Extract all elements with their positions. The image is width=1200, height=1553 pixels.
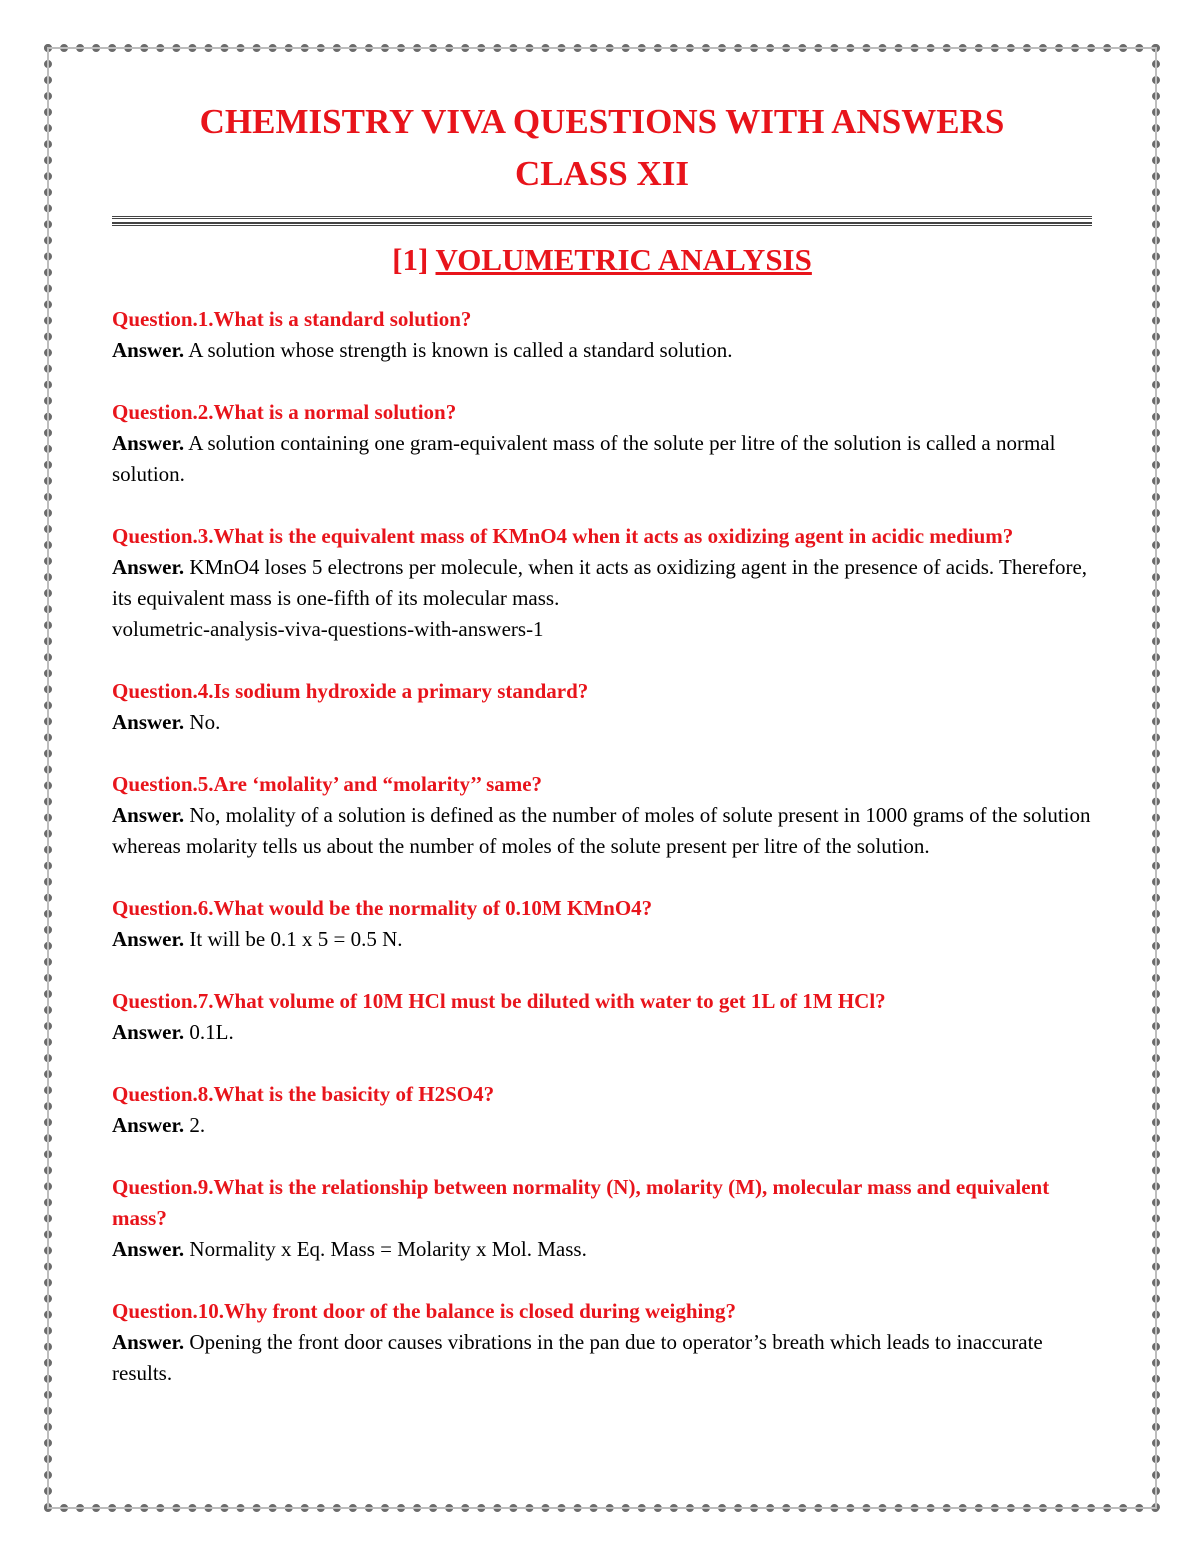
section-title: VOLUMETRIC ANALYSIS [435, 242, 812, 277]
answer-label: Answer. [112, 1113, 185, 1137]
answer-text: KMnO4 loses 5 electrons per molecule, when it acts as oxidizing agent in the presence of acids. Therefore, its equivalent mass is one-fifth of its molecular mass. [112, 555, 1088, 610]
qa-item-9 [112, 1172, 1092, 1265]
answer-1 [112, 335, 1092, 366]
answer-5 [112, 800, 1092, 862]
answer-label: Answer. [112, 927, 185, 951]
question-10: Question.10.Why front door of the balance is closed during weighing? [112, 1299, 737, 1323]
question-6: Question.6.What would be the normality of 0.10M KMnO4? [112, 896, 653, 920]
answer-2 [112, 428, 1092, 490]
qa-item-10 [112, 1296, 1092, 1389]
question-8: Question.8.What is the basicity of H2SO4? [112, 1082, 495, 1106]
question-9: Question.9.What is the relationship between normality (N), molarity (M), molecular mass and equivalent mass? [112, 1175, 1050, 1230]
answer-text: No, molality of a solution is defined as the number of moles of solute present in 1000 grams of the solution whereas molarity tells us about the number of moles of the solute present per litre of the solution. [112, 803, 1091, 858]
qa-item-5 [112, 769, 1092, 862]
answer-4 [112, 707, 1092, 738]
answer-label: Answer. [112, 1330, 185, 1354]
answer-text: 2. [189, 1113, 206, 1137]
answer-text: A solution containing one gram-equivalent mass of the solute per litre of the solution is called a normal solution. [112, 431, 1056, 486]
answer-9 [112, 1234, 1092, 1265]
answer-label: Answer. [112, 1237, 185, 1261]
answer-6 [112, 924, 1092, 955]
section-heading [112, 240, 1092, 280]
title-divider [112, 216, 1092, 226]
qa-list [112, 304, 1092, 1389]
qa-item-2 [112, 397, 1092, 490]
answer-10 [112, 1327, 1092, 1389]
question-5: Question.5.Are ‘molality’ and “molarity’’ same? [112, 772, 543, 796]
answer-label: Answer. [112, 1020, 185, 1044]
qa-item-8 [112, 1079, 1092, 1141]
qa-item-6 [112, 893, 1092, 955]
answer-text: No. [189, 710, 221, 734]
title-line-2: CLASS XII [514, 154, 690, 193]
answer-7 [112, 1017, 1092, 1048]
answer-text: It will be 0.1 x 5 = 0.5 N. [189, 927, 403, 951]
question-7: Question.7.What volume of 10M HCl must be diluted with water to get 1L of 1M HCl? [112, 989, 886, 1013]
answer-3-extra-line: volumetric-analysis-viva-questions-with-answers-1 [112, 617, 544, 641]
question-3: Question.3.What is the equivalent mass of KMnO4 when it acts as oxidizing agent in acidic medium? [112, 524, 1014, 548]
answer-text: A solution whose strength is known is called a standard solution. [188, 338, 733, 362]
answer-label: Answer. [112, 710, 185, 734]
answer-text: Normality x Eq. Mass = Molarity x Mol. Mass. [189, 1237, 587, 1261]
qa-item-4 [112, 676, 1092, 738]
question-1: Question.1.What is a standard solution? [112, 307, 472, 331]
question-2: Question.2.What is a normal solution? [112, 400, 457, 424]
answer-label: Answer. [112, 803, 185, 827]
qa-item-7 [112, 986, 1092, 1048]
answer-text: Opening the front door causes vibrations in the pan due to operator’s breath which leads to inaccurate results. [112, 1330, 1043, 1385]
answer-label: Answer. [112, 431, 185, 455]
answer-8 [112, 1110, 1092, 1141]
section-number: [1] [392, 242, 429, 277]
answer-text: 0.1L. [189, 1020, 234, 1044]
answer-label: Answer. [112, 338, 185, 362]
qa-item-3 [112, 521, 1092, 645]
qa-item-1 [112, 304, 1092, 366]
document-body [112, 96, 1092, 1420]
answer-label: Answer. [112, 555, 185, 579]
question-4: Question.4.Is sodium hydroxide a primary standard? [112, 679, 589, 703]
title-line-1: CHEMISTRY VIVA QUESTIONS WITH ANSWERS [199, 102, 1005, 141]
answer-3 [112, 552, 1092, 614]
document-title [112, 96, 1092, 200]
